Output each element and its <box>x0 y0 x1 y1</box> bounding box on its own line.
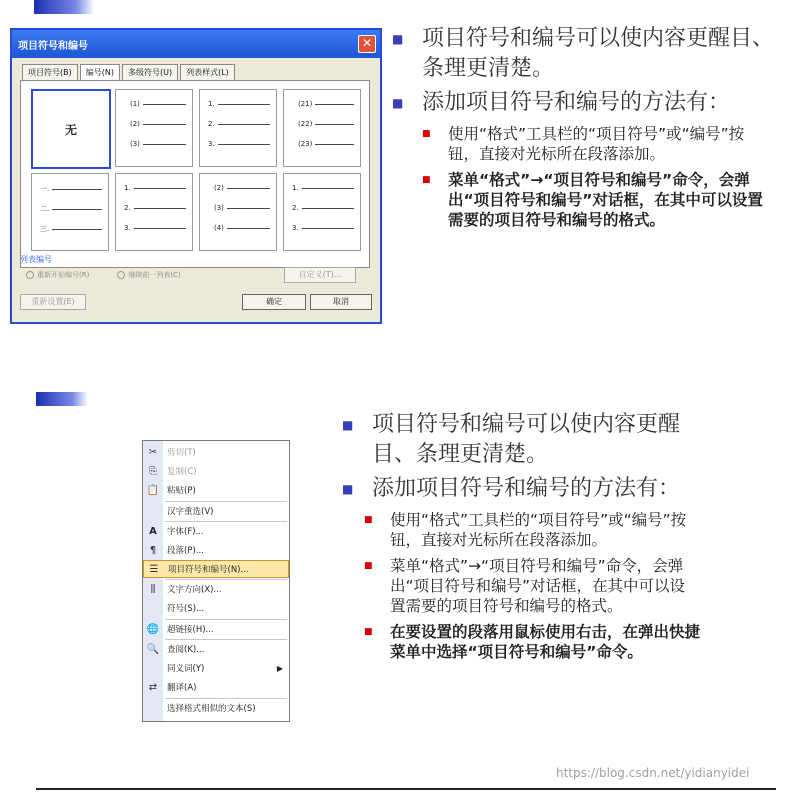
menu-item-label: 剪切(T) <box>167 448 196 458</box>
menu-item-label: 文字方向(X)... <box>167 585 222 595</box>
numbering-option[interactable] <box>199 173 277 251</box>
menu-item-label: 粘贴(P) <box>167 486 196 496</box>
number-label: 1. <box>292 184 299 192</box>
copy-icon: ⎘ <box>149 465 157 477</box>
menu-item-label: 符号(S)... <box>167 604 205 614</box>
radio-restart-label: 重新开始编号(R) <box>37 271 90 279</box>
square-bullet-icon: ■ <box>392 32 404 46</box>
menu-item-hyperlink[interactable] <box>143 620 289 638</box>
slide1-deco-bar <box>34 0 94 14</box>
context-menu <box>142 440 290 722</box>
bullet-item <box>384 24 784 84</box>
dialog-title: 项目符号和编号 <box>12 30 380 58</box>
menu-item-text-direction[interactable] <box>143 580 289 598</box>
sub-bullet-item <box>384 170 784 230</box>
list-numbering-options <box>26 270 181 280</box>
menu-item-symbol[interactable] <box>143 599 289 617</box>
number-label: (3) <box>130 140 140 148</box>
bullet-item <box>384 88 784 118</box>
square-bullet-icon: ■ <box>342 482 354 496</box>
menu-item-paragraph[interactable] <box>143 541 289 559</box>
menu-item-paste[interactable] <box>143 481 289 499</box>
menu-item-bullets-numbering[interactable] <box>143 560 289 578</box>
bullet-text: 项目符号和编号可以使内容更醒目、条理更清楚。 <box>422 26 775 81</box>
numbering-option[interactable] <box>283 173 361 251</box>
menu-item-label: 选择格式相似的文本(S) <box>167 704 256 714</box>
red-bullet-icon: ■ <box>364 561 373 571</box>
square-bullet-icon: ■ <box>342 418 354 432</box>
menu-item-translate[interactable] <box>143 678 289 696</box>
sub-bullet-item <box>334 556 734 616</box>
dialog-tabs <box>22 64 235 80</box>
menu-item-lookup[interactable] <box>143 640 289 658</box>
numbering-option[interactable] <box>199 89 277 167</box>
menu-item-label: 项目符号和编号(N)... <box>168 565 249 575</box>
sub-bullet-text: 使用“格式”工具栏的“项目符号”或“编号”按钮，直接对光标所在段落添加。 <box>390 511 687 549</box>
number-label: 2. <box>124 204 131 212</box>
sub-bullet-text: 在要设置的段落用鼠标使用右击，在弹出快捷菜单中选择“项目符号和编号”命令。 <box>390 623 701 661</box>
tab-bullets[interactable]: 项目符号(B) <box>22 64 78 80</box>
bullet-text: 项目符号和编号可以使内容更醒目、条理更清楚。 <box>372 412 681 467</box>
menu-item-label: 段落(P)... <box>167 546 204 556</box>
number-label: 一. <box>40 185 50 193</box>
sub-bullet-text: 菜单“格式”→“项目符号和编号”命令，会弹出“项目符号和编号”对话框，在其中可以设置需要的项目符号和编号的格式。 <box>448 171 763 229</box>
number-label: (21) <box>298 100 313 108</box>
sub-bullet-text: 使用“格式”工具栏的“项目符号”或“编号”按钮，直接对光标所在段落添加。 <box>448 125 745 163</box>
scissors-icon: ✂ <box>148 446 158 458</box>
red-bullet-icon: ■ <box>364 627 373 637</box>
square-bullet-icon: ■ <box>392 96 404 110</box>
list-icon: ☰ <box>149 563 159 575</box>
none-label: 无 <box>64 123 77 137</box>
number-label: (23) <box>298 140 313 148</box>
number-label: (2) <box>214 184 224 192</box>
menu-item-label: 字体(F)... <box>167 527 204 537</box>
red-bullet-icon: ■ <box>422 175 431 185</box>
menu-item-select-similar[interactable] <box>143 699 289 717</box>
number-label: 二. <box>40 205 50 213</box>
tab-list-styles[interactable]: 列表样式(L) <box>180 64 235 80</box>
list-numbering-label: 列表编号 <box>20 255 52 264</box>
numbering-option[interactable] <box>31 173 109 251</box>
text-direction-icon: ⫼ <box>150 583 156 595</box>
bullet-text: 添加项目符号和编号的方法有： <box>422 90 731 115</box>
close-icon[interactable]: ✕ <box>358 35 376 53</box>
menu-item-label: 翻译(A) <box>167 683 197 693</box>
number-label: (1) <box>130 100 140 108</box>
sub-bullet-item <box>384 124 784 164</box>
watermark: https://blog.csdn.net/yidianyidei <box>556 766 750 780</box>
radio-continue[interactable] <box>117 270 180 280</box>
translate-icon: ⇄ <box>148 681 158 693</box>
red-bullet-icon: ■ <box>364 515 373 525</box>
bullet-item <box>334 474 734 504</box>
number-label: (4) <box>214 224 224 232</box>
menu-item-synonyms[interactable] <box>143 659 289 677</box>
numbering-gallery <box>20 80 370 268</box>
numbering-option[interactable] <box>115 173 193 251</box>
number-label: 1. <box>124 184 131 192</box>
menu-item-label: 复制(C) <box>167 467 197 477</box>
tab-outline[interactable]: 多级符号(U) <box>122 64 178 80</box>
bullet-item <box>334 410 734 470</box>
number-label: 1. <box>208 100 215 108</box>
numbering-option[interactable] <box>115 89 193 167</box>
radio-continue-label: 继续前一列表(C) <box>128 271 181 279</box>
cancel-button[interactable]: 取消 <box>310 294 372 310</box>
sub-bullet-text: 菜单“格式”→“项目符号和编号”命令，会弹出“项目符号和编号”对话框，在其中可以设置需要的项目符号和编号的格式。 <box>390 557 686 615</box>
menu-item-label: 超链接(H)... <box>167 625 214 635</box>
number-label: (2) <box>130 120 140 128</box>
paragraph-icon: ¶ <box>149 544 157 556</box>
sub-bullet-item <box>334 510 734 550</box>
number-label: 3. <box>124 224 131 232</box>
menu-item-label: 查阅(K)... <box>167 645 205 655</box>
reset-button[interactable]: 重新设置(E) <box>20 294 86 310</box>
research-icon: 🔍 <box>146 643 160 655</box>
number-label: 2. <box>292 204 299 212</box>
number-label: 2. <box>208 120 215 128</box>
customize-button[interactable]: 自定义(T)... <box>284 267 356 283</box>
numbering-option[interactable] <box>283 89 361 167</box>
bullets-numbering-dialog <box>10 28 382 324</box>
menu-item-label: 汉字重选(V) <box>167 507 214 517</box>
red-bullet-icon: ■ <box>422 129 431 139</box>
slide1-bullets <box>384 24 784 230</box>
menu-item-cut[interactable] <box>143 443 289 461</box>
ok-button[interactable]: 确定 <box>242 294 306 310</box>
number-label: 三. <box>40 225 50 233</box>
radio-restart[interactable] <box>26 270 89 280</box>
number-label: 3. <box>292 224 299 232</box>
submenu-arrow-icon: ▶ <box>276 663 283 673</box>
menu-item-font[interactable] <box>143 522 289 540</box>
clipboard-icon: 📋 <box>146 484 160 496</box>
slide2-deco-bar <box>36 392 88 406</box>
font-icon: A <box>149 525 157 537</box>
number-label: (22) <box>298 120 313 128</box>
tab-numbering[interactable]: 编号(N) <box>80 64 120 80</box>
sub-bullet-item <box>334 622 734 662</box>
numbering-option-none[interactable] <box>31 89 111 169</box>
menu-item-reconvert[interactable] <box>143 502 289 520</box>
slide2-bullets <box>334 410 734 662</box>
menu-item-copy[interactable] <box>143 462 289 480</box>
number-label: (3) <box>214 204 224 212</box>
globe-icon: 🌐 <box>146 623 160 635</box>
footer-rule <box>36 788 776 790</box>
number-label: 3. <box>208 140 215 148</box>
bullet-text: 添加项目符号和编号的方法有： <box>372 476 681 501</box>
menu-item-label: 同义词(Y) <box>167 664 205 674</box>
